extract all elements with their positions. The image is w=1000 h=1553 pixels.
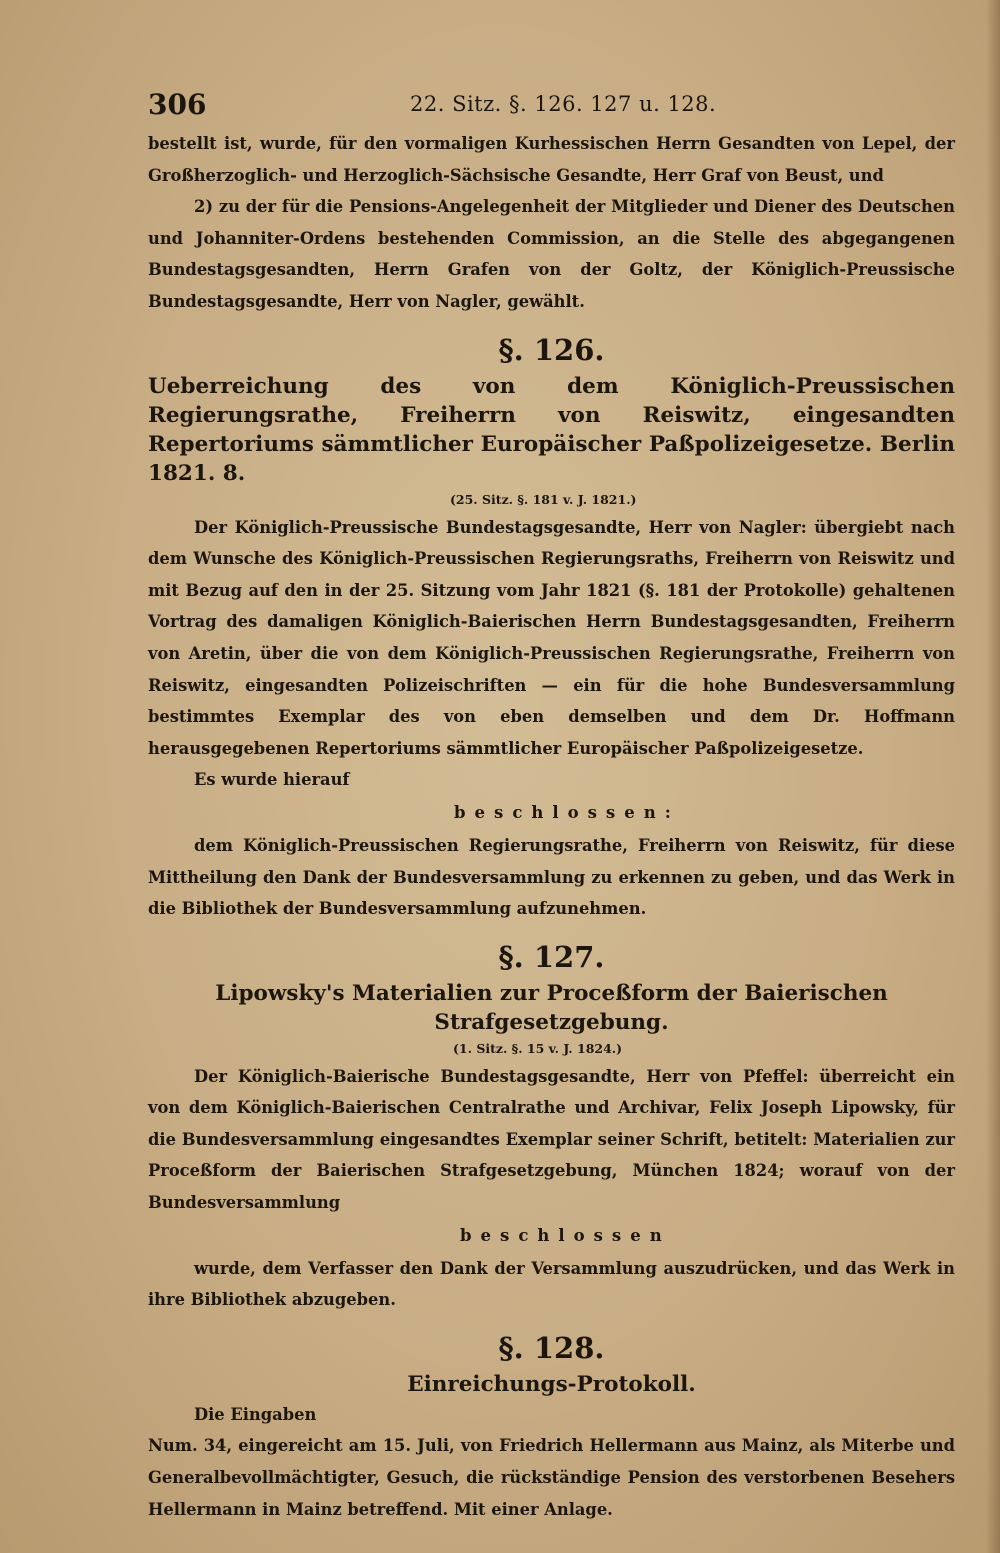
section-126-beschlossen: beschlossen: <box>454 802 680 822</box>
intro-item-2: 2) zu der für die Pensions-Angelegenheit der Mitglieder und Diener des Deutschen und Johanniter-Ordens bestehenden Commission, an die Stelle des abgegangenen Bundestagsgesandten, Herrn Grafen von der Goltz, der Königlich-Preussische Bundestagsgesandte, Herr von Nagler, gewählt. <box>148 197 955 311</box>
section-128-title: Einreichungs-Protokoll. <box>407 1371 696 1397</box>
page-header <box>148 88 948 122</box>
page-content <box>148 128 955 1525</box>
section-127-title: Lipowsky's Materialien zur Proceßform der Baierischen Strafgesetzgebung. <box>215 980 888 1035</box>
section-128-lead: Die Eingaben <box>194 1404 317 1424</box>
section-128-entry: Num. 34, eingereicht am 15. Juli, von Friedrich Hellermann aus Mainz, als Miterbe und Generalbevollmächtigter, Gesuch, die rückständige Pension des verstorbenen Besehers Hellermann in Mainz betreffend. Mit einer Anlage. <box>148 1436 955 1519</box>
intro-paragraph: bestellt ist, wurde, für den vormaligen Kurhessischen Herrn Gesandten von Lepel, der Großherzoglich- und Herzoglich-Sächsische Gesandte, Herr Graf von Beust, und <box>148 134 955 185</box>
page-number: 306 <box>148 88 207 121</box>
section-126-reference: (25. Sitz. §. 181 v. J. 1821.) <box>450 491 637 507</box>
section-127-reference: (1. Sitz. §. 15 v. J. 1824.) <box>453 1040 623 1056</box>
section-127-heading: §. 127. <box>498 939 605 974</box>
section-126-heading: §. 126. <box>498 332 605 367</box>
section-127-body: Der Königlich-Baierische Bundestagsgesandte, Herr von Pfeffel: überreicht ein von dem Königlich-Baierischen Centralrathe und Archivar, Felix Joseph Lipowsky, für die Bundesversammlung eingesandtes Exemplar seiner Schrift, betitelt: Materialien zur Proceßform der Baierischen Strafgesetzgebung, München 1824; worauf von der Bundesversammlung <box>148 1066 955 1213</box>
section-126-resolution: dem Königlich-Preussischen Regierungsrathe, Freiherrn von Reiswitz, für diese Mittheilung den Dank der Bundesversammlung zu erkennen zu geben, und das Werk in die Bibliothek der Bundesversammlung aufzunehmen. <box>148 835 955 919</box>
section-126-body: Der Königlich-Preussische Bundestagsgesandte, Herr von Nagler: übergiebt nach dem Wunsche des Königlich-Preussischen Regierungsraths, Freiherrn von Reiswitz und mit Bezug auf den in der 25. Sitzung vom Jahr 1821 (§. 181 der Protokolle) gehaltenen Vortrag des damaligen Königlich-Baierischen Herrn Bundestagsgesandten, Freiherrn von Aretin, über die von dem Königlich-Preussischen Regierungsrathe, Freiherrn von Reiswitz, eingesandten Polizeischriften — ein für die hohe Bundesversammlung bestimmtes Exemplar des von eben demselben und dem Dr. Hoffmann herausgegebenen Repertoriums sämmtlicher Europäischer Paßpolizeigesetze. <box>148 517 955 758</box>
section-128-heading: §. 128. <box>498 1330 605 1365</box>
section-127-beschlossen: beschlossen <box>460 1225 671 1245</box>
section-126-title: Ueberreichung des von dem Königlich-Preussischen Regierungsrathe, Freiherrn von Reiswitz, eingesandten Repertoriums sämmtlicher Europäischer Paßpolizeigesetze. Berlin 1821. 8. <box>148 373 955 486</box>
section-127-resolution: wurde, dem Verfasser den Dank der Versammlung auszudrücken, und das Werk in ihre Bibliothek abzugeben. <box>148 1258 955 1310</box>
section-126-lead: Es wurde hierauf <box>194 770 350 790</box>
page-edge-shadow <box>986 0 1000 1553</box>
running-title: 22. Sitz. §. 126. 127 u. 128. <box>410 92 717 116</box>
